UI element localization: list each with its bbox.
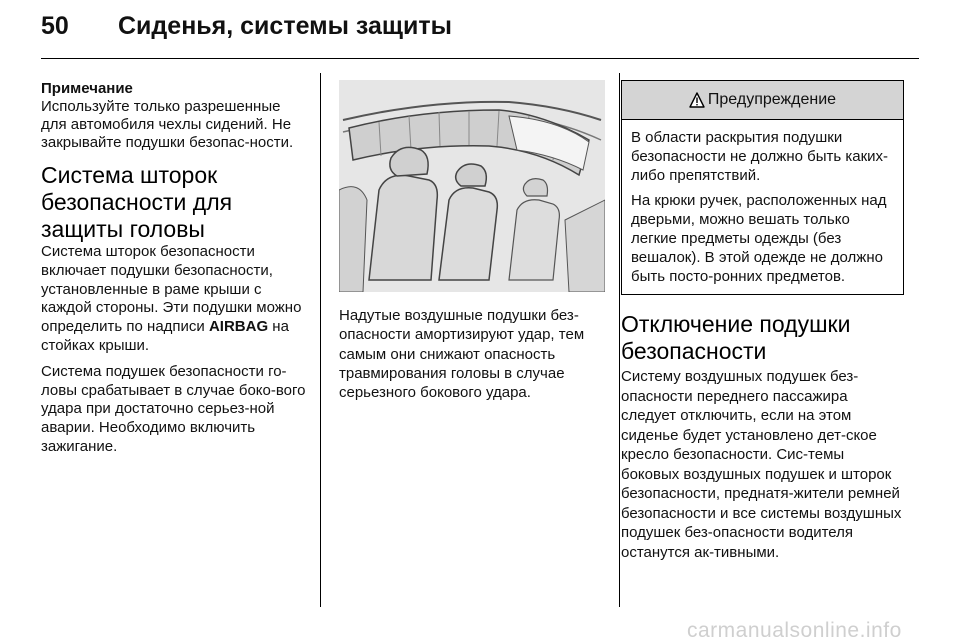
warning-triangle-icon [689, 92, 705, 108]
warning-box [621, 80, 904, 295]
figure-caption: Надутые воздушные подушки без-опасности амортизируют удар, тем самым они снижают опасность травмирования головы в случае серьезного бокового удара. [339, 307, 585, 402]
column-divider-2 [619, 73, 620, 607]
column-right [621, 80, 904, 569]
watermark: carmanualsonline.info [687, 619, 902, 642]
page-title: Сиденья, системы защиты [118, 12, 452, 40]
airbag-curtain-figure [339, 80, 605, 292]
note-title: Примечание [41, 80, 133, 97]
warning-body [622, 120, 903, 294]
warning-header [622, 81, 903, 120]
curtain-airbag-trigger-text: Система подушек безопасности го-ловы срабатывает в случае боко-вого удара при достаточно серьез-ной аварии. Необходимо включить зажигание. [41, 362, 306, 455]
page-header [0, 0, 960, 62]
column-middle [339, 80, 605, 402]
para-text-start: Система шторок безопасности включает подушки безопасности, установленные в раме крыши с каждой стороны. Эти подушки можно определить по надписи [41, 243, 302, 336]
warning-text-2: На крюки ручек, расположенных над дверьми, можно вешать только легкие предметы одежды (без вешалок). В этой одежде не должно быть посто-ронних предметов. [631, 192, 887, 285]
column-divider-1 [320, 73, 321, 607]
page-number: 50 [41, 12, 69, 40]
curtain-airbag-description [41, 243, 307, 356]
warning-title: Предупреждение [707, 91, 837, 108]
section-heading-airbag-deactivation: Отключение подушки безопасности [621, 311, 851, 364]
airbag-label: AIRBAG [208, 318, 269, 336]
warning-text-1: В области раскрытия подушки безопасности не должно быть каких-либо препятствий. [631, 129, 889, 184]
column-left [41, 80, 307, 464]
airbag-deactivation-text: Систему воздушных подушек без-опасности переднего пассажира следует отключить, если на этом сиденье будет установлено дет-ское кресло безопасности. Сис-темы боковых воздушных подушек и шторок безопасности, преднатя-жители ремней безопасности и все системы воздушных подушек без-опасности водителя останутся ак-тивными. [621, 368, 902, 561]
section-heading-curtain-airbags: Система шторок безопасности для защиты головы [41, 162, 233, 242]
header-rule [41, 58, 919, 59]
note-text: Используйте только разрешенные для автомобиля чехлы сидений. Не закрывайте подушки безопас-ности. [41, 98, 294, 151]
car-interior-illustration [339, 80, 605, 292]
para-text-end: на стойках крыши. [41, 318, 289, 354]
